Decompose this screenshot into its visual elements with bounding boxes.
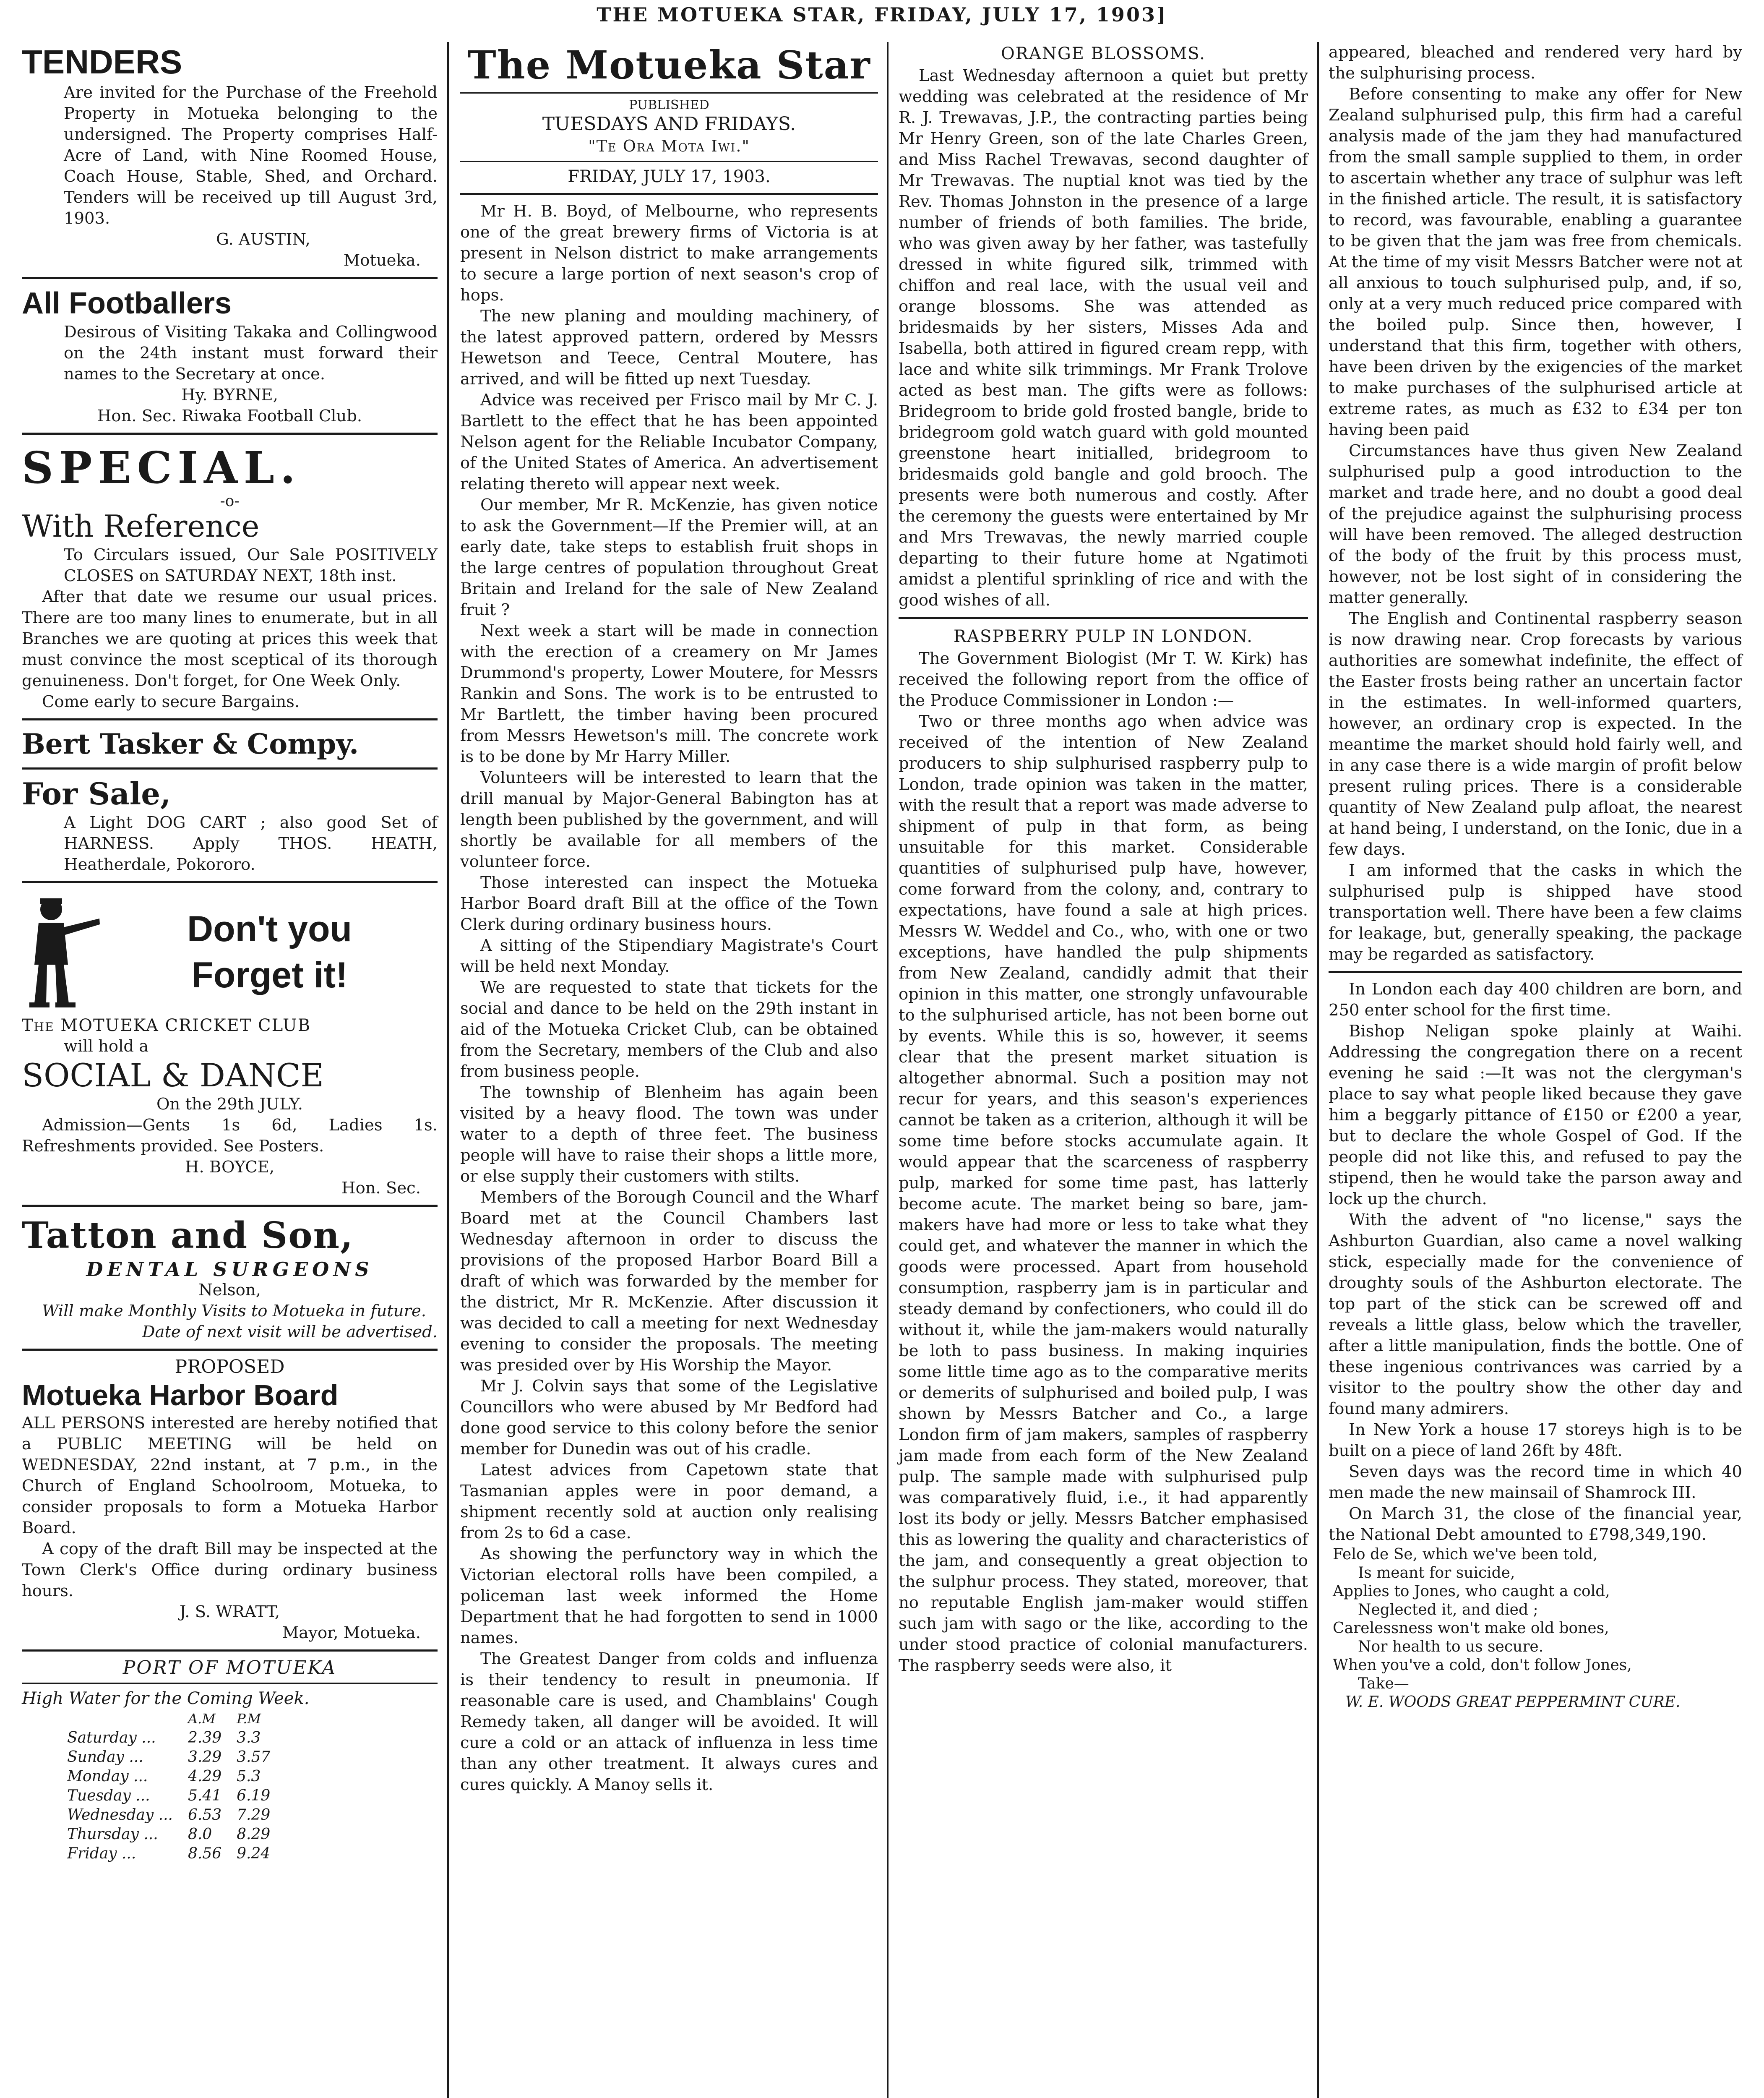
news-paragraph: On March 31, the close of the financial year, the National Debt amounted to £798,349,190. — [1329, 1504, 1742, 1544]
divider — [22, 767, 438, 770]
nelson: Nelson, — [198, 1281, 261, 1300]
social-role: Hon. Sec. — [341, 1179, 421, 1198]
divider — [22, 881, 438, 883]
social-date: On the 29th JULY. — [156, 1095, 303, 1114]
news-paragraph: Members of the Borough Council and the Wharf Board met at the Council Chambers last Wednesday afternoon in order to discuss the provisions of the proposed Harbor Board Bill a draft of which was forwarded by the member for the district, Mr R. McKenzie. After discussion it was decided to call a meeting for next Wednesday evening to consider the proposals. The meeting was presided over by His Worship the Mayor. — [460, 1188, 878, 1375]
news-paragraph: The township of Blenheim has again been visited by a heavy flood. The town was under water to a depth of three feet. The business people will have to raise their shops a little more, or else supply their customers with stilts. — [460, 1083, 878, 1186]
tide-table — [60, 1709, 278, 1863]
tide-day: Thursday ... — [67, 1826, 158, 1843]
orange-blossoms-heading: ORANGE BLOSSOMS. — [1001, 44, 1206, 63]
divider — [460, 92, 878, 94]
tide-row — [60, 1806, 278, 1825]
tide-row — [60, 1748, 278, 1767]
dental-surgeons: DENTAL SURGEONS — [86, 1258, 373, 1281]
harbor-notice: ALL PERSONS interested are hereby notified that a PUBLIC MEETING will be held on WEDNESDAY, 22nd instant, at 7 p.m., in the Church of England Schoolroom, Motueka, to consider proposals to form a Motueka Harbor Board. — [22, 1414, 438, 1537]
news-paragraph: The new planing and moulding machinery, of the latest approved pattern, ordered by Messrs Hewetson and Teece, Central Moutere, has arrived, and will be fitted up next Tuesday. — [460, 307, 878, 389]
raspberry-paragraphs — [899, 648, 1308, 1676]
tide-pm: 3.57 — [237, 1748, 271, 1766]
raspberry-heading: RASPBERRY PULP IN LONDON. — [953, 627, 1253, 646]
divider — [899, 617, 1308, 619]
harbor-role: Mayor, Motueka. — [282, 1623, 421, 1642]
special-para: After that date we resume our usual prices. There are too many lines to enumerate, but in all Branches we are quoting at prices this week that must convince the most sceptical of its thorough genuineness. Don't forget, for One Week Only. — [22, 587, 438, 690]
tide-am: 4.29 — [188, 1768, 222, 1785]
tide-am: 8.0 — [188, 1826, 212, 1843]
ornament: -o- — [220, 493, 240, 510]
news-paragraph: Advice was received per Frisco mail by Mr C. J. Bartlett to the effect that he has been appointed Nelson agent for the Reliable Incubator Company, of the United States of America. An advertisement relating thereto will appear next week. — [460, 391, 878, 493]
tide-am: 8.56 — [188, 1845, 222, 1862]
tide-am: 3.29 — [188, 1748, 222, 1766]
publication-days: TUESDAYS AND FRIDAYS. — [542, 113, 796, 135]
column-rule — [887, 42, 889, 2098]
news-paragraph: The Greatest Danger from colds and influenza is their tendency to result in pneumonia. If reasonable care is used, and Chamblains' Cough Remedy taken, all danger will be avoided. It will cure a cold or an attack of influenza in less time than any other treatment. It always cures and cures quickly. A Manoy sells it. — [460, 1649, 878, 1794]
poem-line: Is meant for suicide, — [1358, 1564, 1515, 1581]
news-paragraph: Seven days was the record time in which 40 men made the new mainsail of Shamrock III. — [1329, 1462, 1742, 1502]
divider — [22, 718, 438, 720]
divider — [22, 433, 438, 435]
news-paragraph: Our member, Mr R. McKenzie, has given notice to ask the Government—If the Premier will, at an early date, take steps to establish fruit shops in the large centres of population throughout Great Britain and Ireland for the sale of New Zealand fruit ? — [460, 496, 878, 619]
tide-header — [60, 1709, 278, 1728]
cricket-line: will hold a — [64, 1037, 149, 1056]
news-paragraph: We are requested to state that tickets for the social and dance to be held on the 29th instant in aid of the Motueka Cricket Club, can be obtained from the Secretary, members of the Club and also from business people. — [460, 978, 878, 1081]
tenders-title: TENDERS — [22, 43, 182, 81]
poem-line: Carelessness won't make old bones, — [1333, 1620, 1609, 1637]
column-rule — [447, 42, 449, 2098]
tide-day: Sunday ... — [67, 1748, 143, 1766]
news-paragraph: In New York a house 17 storeys high is to be built on a piece of land 26ft by 48ft. — [1329, 1420, 1742, 1460]
article-paragraph: I am informed that the casks in which the sulphurised pulp is shipped have stood transportation well. There have been a few claims for leakage, but, generally speaking, the package may be regarded as satisfactory. — [1329, 861, 1742, 964]
tenders-body: Are invited for the Purchase of the Freehold Property in Motueka belonging to the undersigned. The Property comprises Half-Acre of Land, with Nine Roomed House, Coach House, Stable, Shed, and Orchard. Tenders will be received up till August 3rd, 1903. — [64, 83, 438, 228]
divider — [22, 1683, 438, 1684]
tide-am: 2.39 — [188, 1729, 222, 1746]
poem-line: When you've a cold, don't follow Jones, — [1333, 1657, 1632, 1674]
cricket-line: The MOTUEKA CRICKET CLUB — [22, 1016, 311, 1035]
divider — [460, 193, 878, 195]
poem-line: Applies to Jones, who caught a cold, — [1333, 1583, 1610, 1600]
forsale-body: A Light DOG CART ; also good Set of HARNESS. Apply THOS. HEATH, Heatherdale, Pokororo. — [64, 813, 438, 874]
divider — [22, 277, 438, 279]
tide-subtitle: High Water for the Coming Week. — [22, 1689, 310, 1708]
tide-row — [60, 1825, 278, 1844]
column-editorial — [455, 42, 883, 2098]
tide-day: Tuesday ... — [67, 1787, 150, 1804]
news-paragraph: Mr H. B. Boyd, of Melbourne, who represents one of the great brewery firms of Victoria is at present in Nelson district to make arrangements to secure a large portion of next season's crop of hops. — [460, 202, 878, 305]
footballers-club: Hon. Sec. Riwaka Football Club. — [97, 407, 362, 425]
tide-row — [60, 1844, 278, 1863]
news-paragraph: With the advent of "no license," says the Ashburton Guardian, also came a novel walking stick, especially made for the convenience of droughty souls of the Ashburton electorate. The top part of the stick can be screwed off and reveals a little glass, below which the traveller, after a little manipulation, finds the bottle. One of these ingenious contrivances was carried by a visitor to the poultry show the other day and found many admirers. — [1329, 1211, 1742, 1418]
tide-am: 6.53 — [188, 1806, 222, 1824]
column-rule — [1317, 42, 1319, 2098]
forsale-title: For Sale, — [22, 776, 171, 812]
tide-pm: 8.29 — [237, 1826, 271, 1843]
tenders-signature: G. AUSTIN, — [216, 230, 310, 249]
column-news — [894, 42, 1313, 2098]
tatton-visits: Will make Monthly Visits to Motueka in future. — [42, 1302, 426, 1320]
news-paragraph: Volunteers will be interested to learn that the drill manual by Major-General Babington has at length been published by the government, and will shortly be available for all members of the volunteer force. — [460, 768, 878, 871]
editorial-paragraphs — [460, 201, 878, 1795]
poem-line: Take— — [1358, 1675, 1409, 1692]
motto: "Te Ora Mota Iwi." — [588, 137, 750, 155]
article-paragraph: appeared, bleached and rendered very hard by the sulphurising process. — [1329, 43, 1742, 83]
special-title: SPECIAL. — [22, 442, 302, 493]
tenders-location: Motueka. — [343, 251, 421, 270]
tide-day: Saturday ... — [67, 1729, 156, 1746]
tide-row — [60, 1728, 278, 1748]
social-dance-title: SOCIAL & DANCE — [22, 1057, 324, 1094]
tide-pm-header: P.M — [237, 1711, 261, 1727]
special-para: To Circulars issued, Our Sale POSITIVELY CLOSES on SATURDAY NEXT, 18th inst. — [64, 545, 438, 585]
dont-you-text: Don't you — [187, 909, 352, 949]
column-briefs — [1324, 42, 1747, 2098]
poem-line: Nor health to us secure. — [1358, 1638, 1544, 1655]
tide-day: Friday ... — [67, 1845, 136, 1862]
column-advertisements — [17, 42, 443, 2098]
social-signature: H. BOYCE, — [185, 1158, 275, 1177]
dont-forget-banner — [22, 889, 438, 1015]
news-paragraph: Bishop Neligan spoke plainly at Waihi. Addressing the congregation there on a recent evening he said :—It was not the clergyman's place to say what people liked because they gave him a beggarly pittance of £150 or £200 a year, but to declare the whole Gospel of God. If the people did not like this, and refused to pay the stipend, then he would take the parson away and lock up the church. — [1329, 1022, 1742, 1208]
poem-line: W. E. WOODS GREAT PEPPERMINT CURE. — [1345, 1694, 1681, 1711]
news-paragraph: As showing the perfunctory way in which the Victorian electoral rolls have been compiled, a policeman last week informed the Home Department that he had forgotten to send in 1000 names. — [460, 1545, 878, 1647]
advert-poem — [1333, 1545, 1742, 1712]
orange-blossoms-body: Last Wednesday afternoon a quiet but pretty wedding was celebrated at the residence of Mr R. J. Trewavas, J.P., the contracting parties being Mr Henry Green, son of the late Charles Green, and Miss Rachel Trewavas, second daughter of Mr Trewavas. The nuptial knot was tied by the Rev. Thomas Johnston in the presence of a large number of friends of both families. The bride, who was given away by her father, was tastefully dressed in white figured silk, trimmed with chiffon and real lace, with the usual veil and orange blossoms. She was attended as bridesmaids by her sisters, Misses Ada and Isabella, both attired in figured cream repp, with lace and white silk trimmings. Mr Frank Trolove acted as best man. The gifts were as follows: Bridegroom to bride gold frosted bangle, bride to bridegroom gold watch guard with gold mounted greenstone heart initialled, bridegroom to bridesmaids gold bangle and gold brooch. The presents were both numerous and costly. After the ceremony the guests were entertained by Mr and Mrs Trewavas, the newly married couple departing to their future home at Ngatimoti amidst a plentiful sprinkling of rice and with the good wishes of all. — [899, 66, 1308, 610]
tatton-next-visit: Date of next visit will be advertised. — [142, 1323, 438, 1341]
port-title: PORT OF MOTUEKA — [122, 1657, 337, 1678]
special-subtitle: With Reference — [22, 509, 260, 544]
footballers-signature: Hy. BYRNE, — [181, 386, 278, 404]
social-admission: Admission—Gents 1s 6d, Ladies 1s. Refreshments provided. See Posters. — [22, 1116, 438, 1156]
tide-row — [60, 1767, 278, 1786]
proposed-label: PROPOSED — [175, 1356, 285, 1378]
news-briefs — [1329, 979, 1742, 1545]
news-paragraph: Latest advices from Capetown state that Tasmanian apples were in poor demand, a shipment recently sold at auction only realising from 2s to 6d a case. — [460, 1461, 878, 1542]
tide-pm: 6.19 — [237, 1787, 271, 1804]
news-paragraph: Those interested can inspect the Motueka Harbor Board draft Bill at the office of the Town Clerk during ordinary business hours. — [460, 873, 878, 934]
tasker-name: Bert Tasker & Compy. — [22, 728, 359, 760]
harbor-board-title: Motueka Harbor Board — [22, 1379, 339, 1412]
tide-pm: 7.29 — [237, 1806, 271, 1824]
harbor-notice: A copy of the draft Bill may be inspected at the Town Clerk's Office during ordinary business hours. — [22, 1540, 438, 1600]
article-paragraph: Two or three months ago when advice was received of the intention of New Zealand producers to ship sulphurised raspberry pulp to London, trade opinion was taken in the matter, with the result that a report was made adverse to shipment of pulp in that form, as being unsuitable for this market. Considerable quantities of sulphurised pulp have, however, come forward from the colony, and, contrary to expectations, have found a sale at high prices. Messrs W. Weddel and Co., who, with one or two exceptions, have handled the pulp shipments from New Zealand, candidly admit that their opinion in this matter, one strongly unfavourable to the sulphurised article, has not been borne out by events. While this is so, however, it seems clear that the present market situation is altogether abnormal. Such a position may not recur for years, and this season's experiences cannot be taken as a criterion, although it will be some time before stocks accumulate again. It would appear that the scarceness of raspberry pulp, marked for some time past, has latterly become acute. The market being so bare, jam-makers have had more or less to take what they could get, and whatever the manner in which the goods were processed. Apart from household consumption, raspberry jam is in particular and steady demand by confectioners, who could ill do without it, while the jam-makers would naturally be loth to pass business. In making inquiries some little time ago as to the comparative merits or demerits of sulphurised and boiled pulp, I was shown by Messrs Batcher and Co., a large London firm of jam makers, samples of raspberry jam made from each form of the New Zealand pulp. The sample made with sulphurised pulp was comparatively fluid, i.e., it had apparently lost its body or jelly. Messrs Batcher emphasised this as lowering the quality and characteristics of the jam, and consequently a great objection to the sulphur process. They stated, moreover, that no reputable English jam-maker would stiffen such jam with sago or the like, according to the under stood practice of colonial manufacturers. The raspberry seeds were also, it — [899, 712, 1308, 1675]
article-paragraph: Circumstances have thus given New Zealand sulphurised pulp a good introduction to the market and trade here, and no doubt a good deal of the prejudice against the sulphurising process will have been removed. The alleged destruction of the body of the fruit by this process must, however, not be lost sight of in considering the matter generally. — [1329, 441, 1742, 607]
forget-it-text: Forget it! — [191, 955, 348, 995]
divider — [22, 1649, 438, 1652]
tide-pm: 3.3 — [237, 1729, 261, 1746]
published-label: PUBLISHED — [629, 98, 709, 112]
article-paragraph: The Government Biologist (Mr T. W. Kirk) has received the following report from the office of the Produce Commissioner in London :— — [899, 649, 1308, 710]
article-paragraph: The English and Continental raspberry season is now drawing near. Crop forecasts by various authorities are somewhat indefinite, the effect of the Easter frosts being rather an uncertain factor in the estimates. In well-informed quarters, however, an ordinary crop is expected. In the meantime the market should hold fairly well, and in any case there is a wide margin of profit below present ruling prices. There is a considerable quantity of New Zealand pulp afloat, the nearest at hand being, I understand, on the Ionic, due in a few days. — [1329, 609, 1742, 859]
divider — [22, 1205, 438, 1207]
news-paragraph: Mr J. Colvin says that some of the Legislative Councillors who were abused by Mr Bedford had done good service to this colony before the senior member for Dunedin was out of his cradle. — [460, 1377, 878, 1459]
paper-title: The Motueka Star — [467, 42, 871, 88]
news-paragraph: Next week a start will be made in connection with the erection of a creamery on Mr James Drummond's property, Lower Moutere, for Messrs Rankin and Sons. The work is to be entrusted to Mr Bartlett, the timber having been procured from Messrs Hewetson's mill. The concrete work is to be done by Mr Harry Miller. — [460, 621, 878, 766]
tide-row — [60, 1786, 278, 1806]
tatton-title: Tatton and Son, — [22, 1214, 354, 1257]
raspberry-continuation — [1329, 42, 1742, 965]
masthead: THE MOTUEKA STAR, FRIDAY, JULY 17, 1903] — [597, 3, 1167, 26]
man-pointing-icon — [22, 893, 102, 1011]
divider — [1329, 971, 1742, 973]
tide-pm: 9.24 — [237, 1845, 271, 1862]
tide-day: Wednesday ... — [67, 1806, 173, 1824]
tide-pm: 5.3 — [237, 1768, 261, 1785]
harbor-signature: J. S. WRATT, — [179, 1602, 280, 1621]
issue-date: FRIDAY, JULY 17, 1903. — [568, 167, 771, 186]
footballers-body: Desirous of Visiting Takaka and Collingwood on the 24th instant must forward their names to the Secretary at once. — [64, 323, 438, 384]
tide-day: Monday ... — [67, 1768, 148, 1785]
divider — [460, 161, 878, 162]
article-paragraph: Before consenting to make any offer for New Zealand sulphurised pulp, this firm had a careful analysis made of the jam they had manufactured from the small sample supplied to them, in order to ascertain whether any trace of sulphur was left in the finished article. The result, it is satisfactory to record, was favourable, enabling a guarantee to be given that the jam was free from chemicals. At the time of my visit Messrs Batcher were not at all anxious to touch sulphurised pulp, and, if so, only at a very much reduced price compared with the boiled pulp. Since then, however, I understand that this firm, together with others, have been driven by the exigencies of the market to make purchases of the sulphurised article at extreme rates, as much as £32 to £34 per ton having been paid — [1329, 85, 1742, 439]
poem-line: Felo de Se, which we've been told, — [1333, 1546, 1598, 1563]
footballers-title: All Footballers — [22, 287, 232, 320]
poem-line: Neglected it, and died ; — [1358, 1601, 1538, 1618]
special-para: Come early to secure Bargains. — [42, 692, 300, 711]
tide-am: 5.41 — [188, 1787, 222, 1804]
tide-am-header: A.M — [188, 1711, 216, 1727]
news-paragraph: In London each day 400 children are born, and 250 enter school for the first time. — [1329, 980, 1742, 1020]
news-paragraph: A sitting of the Stipendiary Magistrate's Court will be held next Monday. — [460, 936, 878, 976]
divider — [22, 1349, 438, 1351]
